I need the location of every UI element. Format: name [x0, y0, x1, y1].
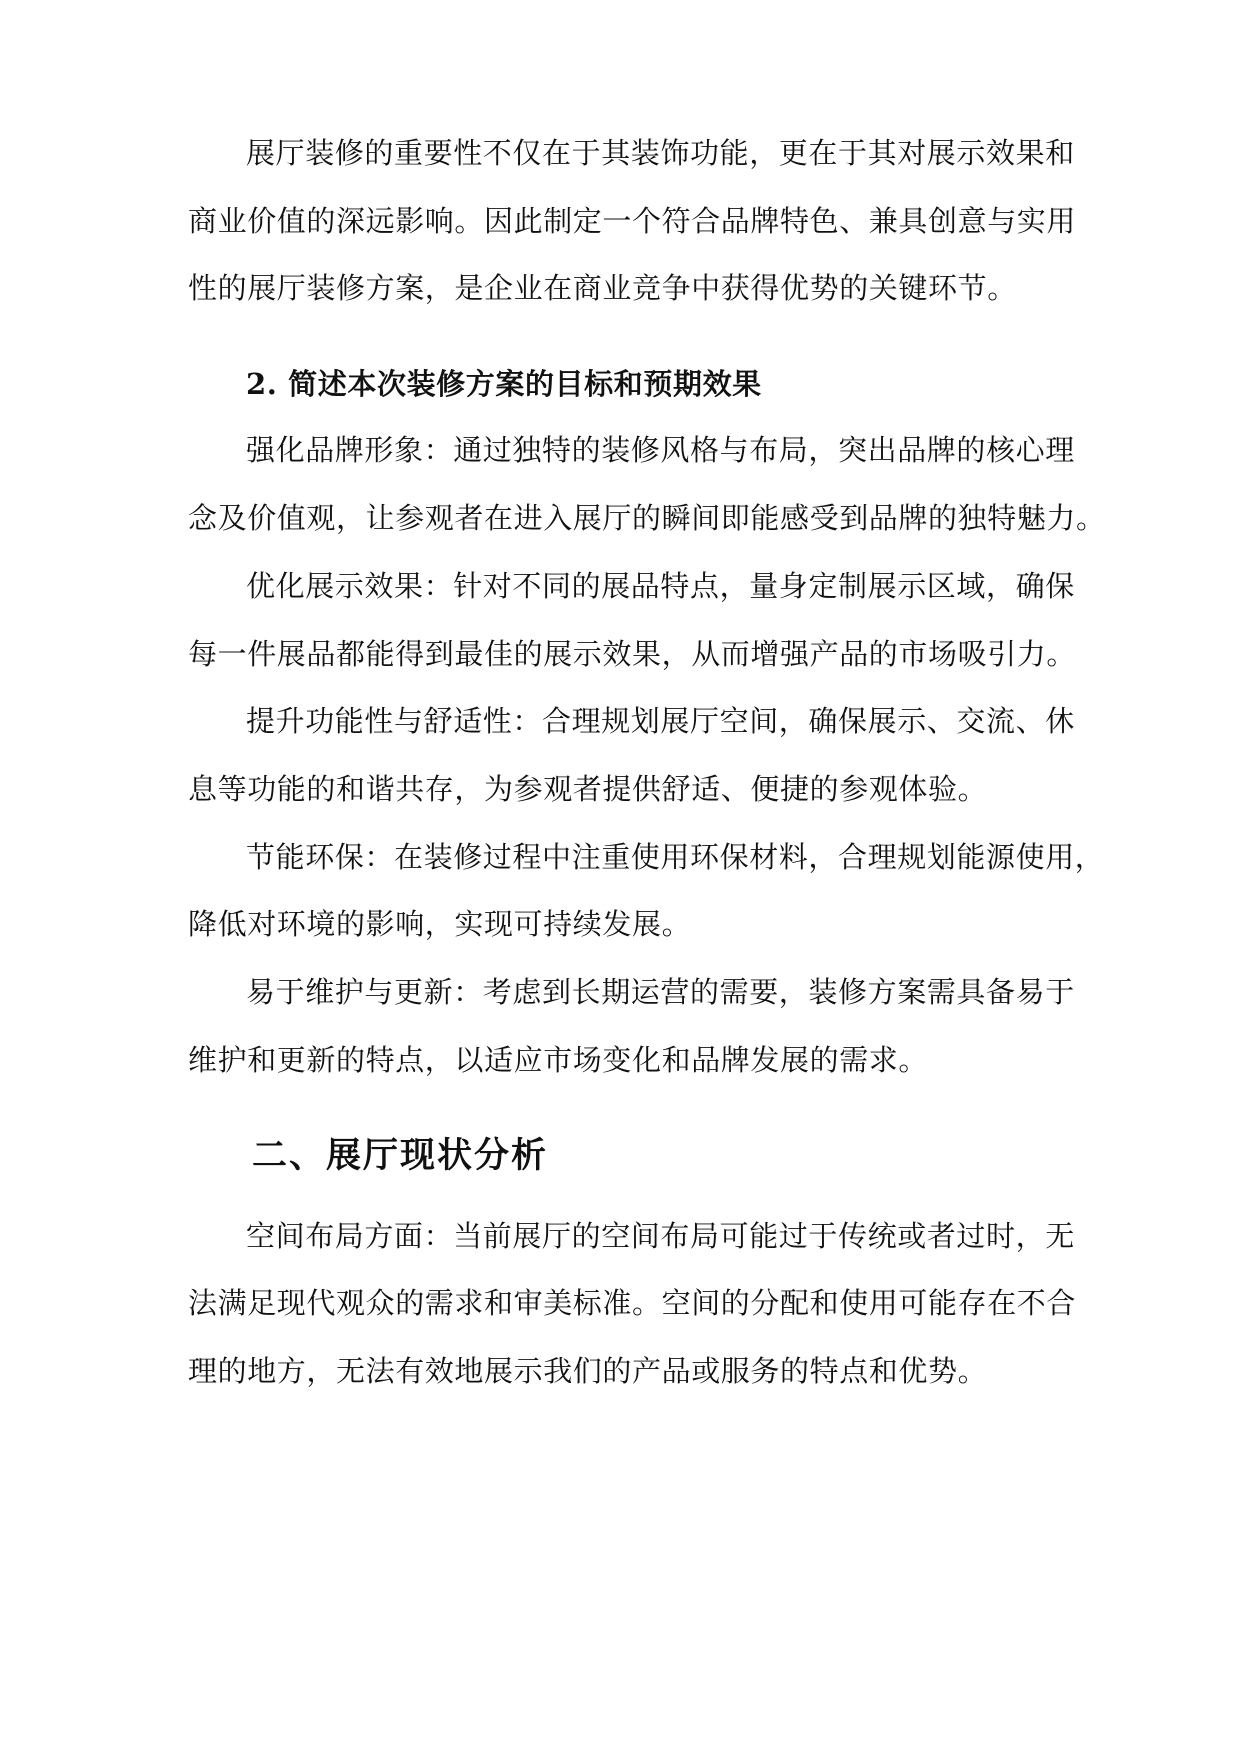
chapter-p1-line-1: 空间布局方面：当前展厅的空间布局可能过于传统或者过时，无 — [246, 1219, 1075, 1253]
intro-line-2: 商业价值的深远影响。因此制定一个符合品牌特色、兼具创意与实用 — [188, 204, 1077, 238]
goal-2-line-1: 优化展示效果：针对不同的展品特点，量身定制展示区域，确保 — [246, 569, 1075, 603]
goal-2-line-2: 每一件展品都能得到最佳的展示效果，从而增强产品的市场吸引力。 — [188, 637, 1077, 671]
section-heading: 2. 简述本次装修方案的目标和预期效果 — [246, 367, 762, 401]
goal-1-line-1: 强化品牌形象：通过独特的装修风格与布局，突出品牌的核心理 — [246, 433, 1075, 467]
goal-4-line-2: 降低对环境的影响，实现可持续发展。 — [188, 907, 692, 941]
intro-line-3: 性的展厅装修方案，是企业在商业竞争中获得优势的关键环节。 — [188, 271, 1017, 305]
chapter-heading: 二、展厅现状分析 — [252, 1135, 549, 1176]
goal-3-line-1: 提升功能性与舒适性：合理规划展厅空间，确保展示、交流、休 — [246, 704, 1075, 738]
chapter-p1-line-2: 法满足现代观众的需求和审美标准。空间的分配和使用可能存在不合 — [188, 1286, 1077, 1320]
goal-5-line-1: 易于维护与更新：考虑到长期运营的需要，装修方案需具备易于 — [246, 975, 1075, 1009]
intro-line-1: 展厅装修的重要性不仅在于其装饰功能，更在于其对展示效果和 — [246, 136, 1075, 170]
chapter-p1-line-3: 理的地方，无法有效地展示我们的产品或服务的特点和优势。 — [188, 1354, 988, 1388]
goal-5-line-2: 维护和更新的特点，以适应市场变化和品牌发展的需求。 — [188, 1043, 929, 1077]
goal-4-line-1: 节能环保：在装修过程中注重使用环保材料，合理规划能源使用， — [246, 840, 1105, 874]
goal-3-line-2: 息等功能的和谐共存，为参观者提供舒适、便捷的参观体验。 — [188, 772, 988, 806]
goal-1-line-2: 念及价值观，让参观者在进入展厅的瞬间即能感受到品牌的独特魅力。 — [188, 501, 1106, 535]
